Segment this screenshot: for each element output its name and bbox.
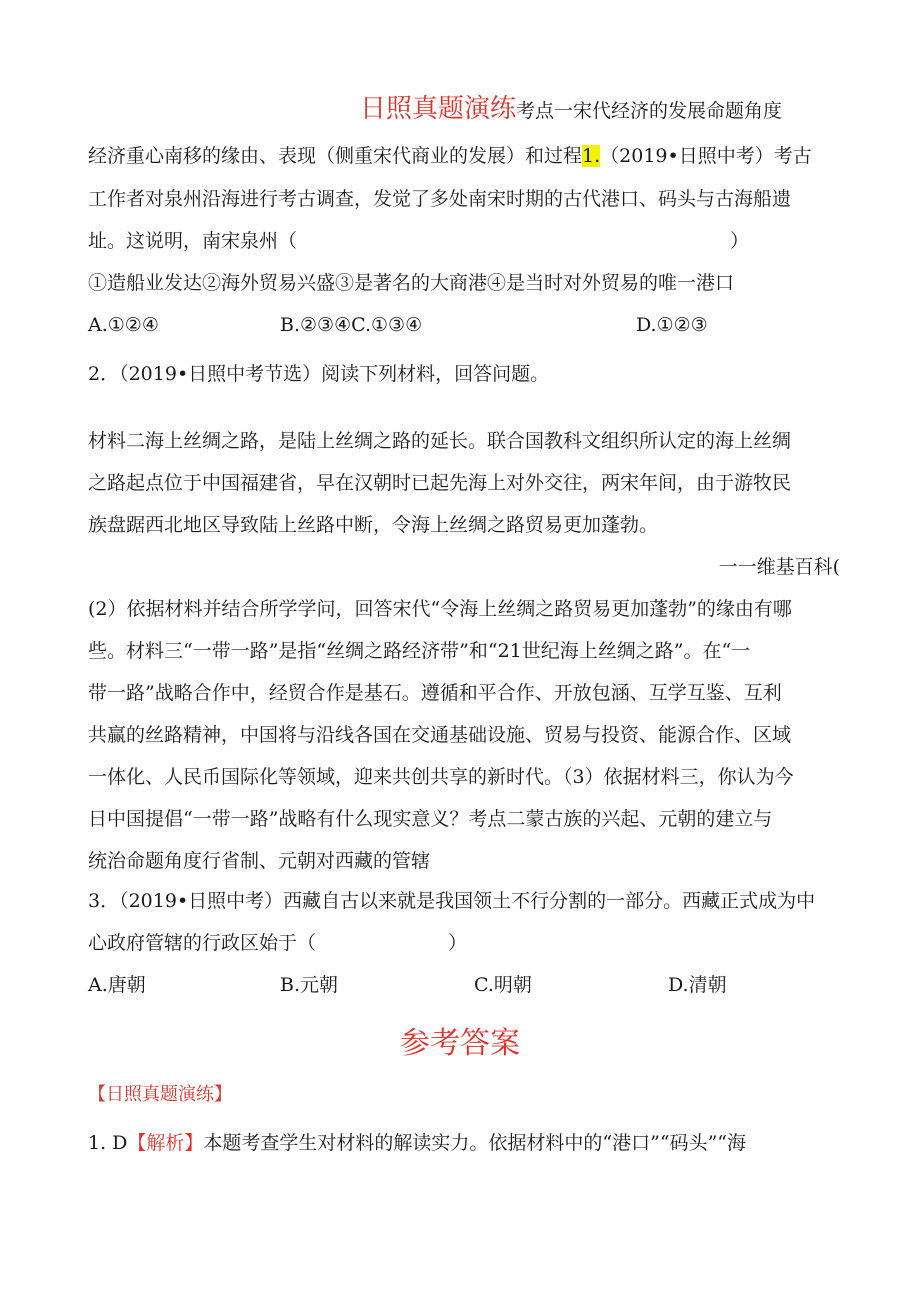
q2-paragraph-line1: (2）依据材料并结合所学学问，回答宋代“令海上丝绸之路贸易更加蓬勃”的缘由有哪	[88, 598, 792, 620]
q1-line3-close: ）	[730, 230, 750, 252]
q3-line1: 3．（2019•日照中考）西藏自古以来就是我国领土不行分割的一部分。西藏正式成为中	[88, 890, 816, 912]
topic-line: 考点一宋代经济的发展命题角度	[516, 100, 783, 122]
q3-line2-close: ）	[448, 932, 468, 954]
q2-paragraph-line2: 些。材料三“一带一路”是指“丝绸之路经济带”和“21世纪海上丝绸之路”。在“一	[88, 640, 751, 662]
section-title: 日照真题演练	[360, 94, 517, 124]
q1-number: 1.	[582, 145, 601, 167]
q2-material2-line1: 材料二海上丝绸之路，是陆上丝绸之路的延长。联合国教科文组织所认定的海上丝绸	[88, 430, 792, 452]
q1-option-a: A.①②④	[88, 314, 159, 336]
q2-head: 2．（2019•日照中考节选）阅读下列材料，回答问题。	[88, 363, 550, 385]
q2-source: 一一维基百科(	[718, 556, 840, 578]
q3-option-c: C.明朝	[474, 974, 532, 996]
q1-line3	[88, 228, 297, 254]
q3-option-b: B.元朝	[280, 974, 339, 996]
q3-line2	[88, 930, 316, 956]
q3-option-a: A.唐朝	[88, 974, 146, 996]
q2-paragraph-line7: 统治命题角度行省制、元朝对西藏的管辖	[88, 850, 431, 872]
answers-title: 参考答案	[400, 1026, 520, 1061]
q1-line2: 工作者对泉州沿海进行考古调查，发觉了多处南宋时期的古代港口、码头与古海船遗	[88, 188, 792, 210]
q3-line2-text: 心政府管辖的行政区始于（	[88, 932, 317, 954]
q2-paragraph-line4: 共赢的丝路精神，中国将与沿线各国在交通基础设施、贸易与投资、能源合作、区域	[88, 724, 792, 746]
q2-paragraph-line5: 一体化、人民币国际化等领域，迎来共创共享的新时代。（3）依据材料三，你认为今	[88, 766, 794, 788]
answer-1-choice: 1. D	[88, 1132, 128, 1154]
q1-option-d: D.①②③	[636, 314, 708, 336]
q2-paragraph-line3: 带一路”战略合作中，经贸合作是基石。遵循和平合作、开放包涵、互学互鉴、互利	[88, 682, 782, 704]
q2-material2-line2: 之路起点位于中国福建省，早在汉朝时已起先海上对外交往，两宋年间，由于游牧民	[88, 472, 792, 494]
q1-line3-text: 址。这说明，南宋泉州（	[88, 230, 298, 252]
answer-1-text: 本题考查学生对材料的解读实力。依据材料中的“港口”“码头”“海	[203, 1132, 746, 1154]
header-line	[360, 96, 782, 124]
q2-material2-line3: 族盘踞西北地区导致陆上丝路中断，令海上丝绸之路贸易更加蓬勃。	[88, 514, 659, 536]
q1-statements: ①造船业发达②海外贸易兴盛③是著名的大商港④是当时对外贸易的唯一港口	[88, 272, 735, 294]
q2-paragraph-line6: 日中国提倡“一带一路”战略有什么现实意义？考点二蒙古族的兴起、元朝的建立与	[88, 808, 773, 830]
answer-1	[88, 1130, 746, 1156]
q1-option-bc: B.②③④C.①③④	[280, 314, 423, 336]
q1-line1-pre: 经济重心南移的缘由、表现（侧重宋代商业的发展）和过程	[88, 145, 583, 167]
q3-option-d: D.清朝	[668, 974, 727, 996]
q1-line1-post: （2019•日照中考）考古	[600, 145, 812, 167]
q1-line1	[88, 143, 812, 169]
answer-1-tag: 【解析】	[127, 1132, 204, 1154]
answers-section: 【日照真题演练】	[88, 1084, 232, 1105]
